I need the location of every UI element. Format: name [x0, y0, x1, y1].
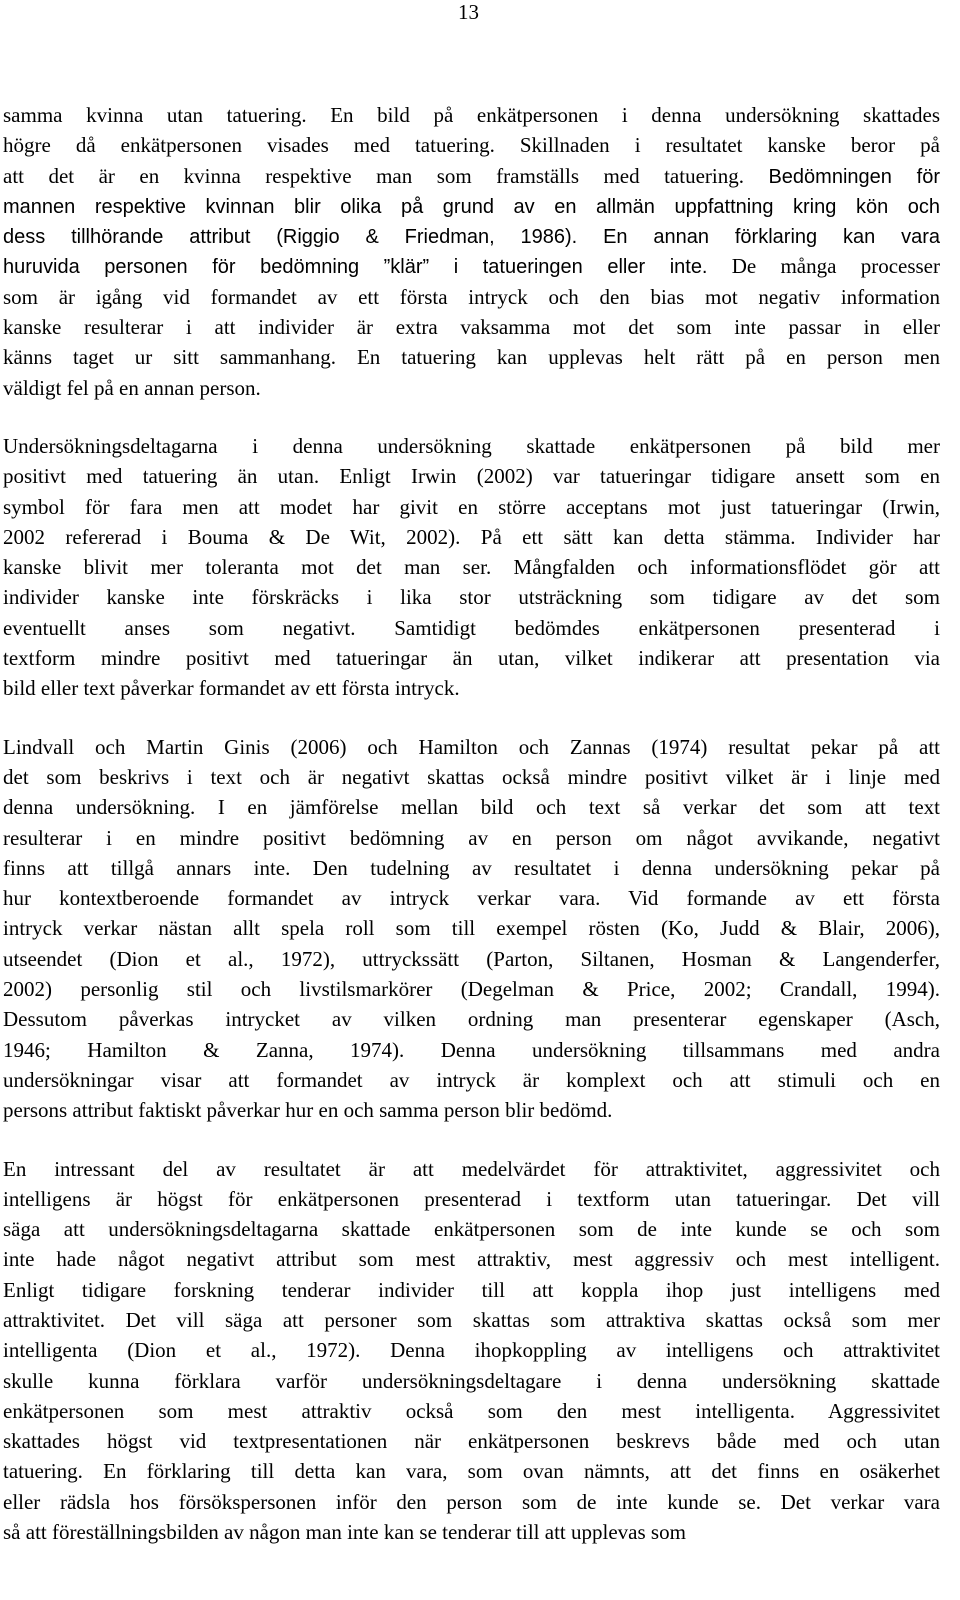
text-segment: bild eller text påverkar formandet av ett första intryck.: [3, 676, 460, 701]
text-line: [3, 1456, 940, 1486]
text-line: [3, 613, 940, 643]
text-line: [3, 1035, 940, 1065]
text-segment: intelligenta (Dion et al., 1972). Denna ihopkoppling av intelligens och attraktivitet: [3, 1338, 940, 1363]
text-segment: känns taget ur sitt sammanhang. En tatuering kan upplevas helt rätt på en person men: [3, 345, 940, 370]
text-line: [3, 100, 940, 130]
text-line: [3, 1065, 940, 1095]
text-segment: dess tillhörande attribut (Riggio & Friedman, 1986).: [3, 226, 578, 249]
text-line: [3, 1366, 940, 1396]
text-line: [3, 944, 940, 974]
text-segment: kanske blivit mer toleranta mot det man ser. Mångfalden och informationsflödet gör att: [3, 555, 940, 580]
text-segment: eventuellt anses som negativt. Samtidigt bedömdes enkätpersonen presenterad i: [3, 615, 940, 640]
text-line: [3, 1305, 940, 1335]
text-segment: så att föreställningsbilden av någon man inte kan se tenderar till att upplevas som: [3, 1520, 686, 1545]
text-line: [3, 522, 940, 552]
text-line: [3, 1154, 940, 1184]
text-line: [3, 342, 940, 372]
text-line: [3, 1004, 940, 1034]
text-line: [3, 582, 940, 612]
text-segment: 1946; Hamilton & Zanna, 1974). Denna undersökning tillsammans med andra: [3, 1037, 940, 1062]
text-segment: 2002 refererad i Bouma & De Wit, 2002). På ett sätt kan detta stämma. Individer har: [3, 524, 940, 549]
text-line: [3, 673, 940, 703]
document-body: [3, 100, 940, 1575]
text-segment: Bedömningen för: [768, 165, 940, 188]
text-segment: det som beskrivs i text och är negativt skattas också mindre positivt vilket är i linje med: [3, 764, 940, 789]
text-segment: skulle kunna förklara varför undersökningsdeltagare i denna undersökning skattade: [3, 1368, 940, 1393]
text-line: [3, 823, 940, 853]
text-segment: textform mindre positivt med tatueringar än utan, vilket indikerar att presentation via: [3, 646, 940, 671]
text-line: [3, 221, 940, 251]
text-segment: Lindvall och Martin Ginis (2006) och Hamilton och Zannas (1974) resultat pekar på att: [3, 734, 940, 759]
text-line: [3, 552, 940, 582]
text-segment: symbol för fara men att modet har givit en större acceptans mot just tatueringar (Irwin,: [3, 494, 940, 519]
text-segment: högre då enkätpersonen visades med tatuering. Skillnaden i resultatet kanske beror på: [3, 133, 940, 158]
text-segment: persons attribut faktiskt påverkar hur en och samma person blir bedömd.: [3, 1098, 613, 1123]
paragraph: [3, 100, 940, 403]
text-line: [3, 1275, 940, 1305]
text-line: [3, 282, 940, 312]
text-line: [3, 1184, 940, 1214]
text-segment: mannen respektive kvinnan blir olika på grund av en allmän uppfattning kring kön och: [3, 195, 940, 218]
text-segment: som är igång vid formandet av ett första intryck och den bias mot negativ information: [3, 284, 940, 309]
text-segment: 2002) personlig stil och livstilsmarkörer (Degelman & Price, 2002; Crandall, 1994).: [3, 977, 940, 1002]
text-segment: tatuering. En förklaring till detta kan vara, som ovan nämnts, att det finns en osäkerhet: [3, 1459, 940, 1484]
text-line: [3, 191, 940, 221]
text-segment: skattades högst vid textpresentationen när enkätpersonen beskrevs både med och utan: [3, 1429, 940, 1454]
text-line: [3, 883, 940, 913]
text-segment: utseendet (Dion et al., 1972), uttryckssätt (Parton, Siltanen, Hosman & Langenderfer,: [3, 946, 940, 971]
text-segment: undersökningar visar att formandet av intryck är komplext och att stimuli och en: [3, 1067, 940, 1092]
text-line: [3, 732, 940, 762]
text-line: [3, 762, 940, 792]
text-segment: intelligens är högst för enkätpersonen presenterad i textform utan tatueringar. Det vill: [3, 1186, 940, 1211]
text-line: [3, 792, 940, 822]
text-line: [3, 913, 940, 943]
text-line: [3, 1095, 940, 1125]
text-segment: resulterar i en mindre positivt bedömning av en person om något avvikande, negativt: [3, 825, 940, 850]
text-line: [3, 974, 940, 1004]
text-segment: eller rädsla hos försökspersonen inför den person som de inte kunde se. Det verkar vara: [3, 1489, 940, 1514]
text-segment: finns att tillgå annars inte. Den tudelning av resultatet i denna undersökning pekar på: [3, 855, 940, 880]
text-line: [3, 1426, 940, 1456]
text-segment: denna undersökning. I en jämförelse mellan bild och text så verkar det som att text: [3, 795, 940, 820]
text-line: [3, 251, 940, 281]
text-line: [3, 1517, 940, 1547]
text-segment: inte hade något negativt attribut som mest attraktiv, mest aggressiv och mest intelligent.: [3, 1247, 940, 1272]
text-segment: En annan förklaring kan vara: [577, 226, 940, 249]
text-line: [3, 312, 940, 342]
text-line: [3, 1244, 940, 1274]
text-segment: En intressant del av resultatet är att medelvärdet för attraktivitet, aggressivitet och: [3, 1156, 940, 1181]
paragraph: [3, 431, 940, 704]
text-segment: huruvida personen för bedömning ”klär” i tatueringen eller inte.: [3, 256, 708, 279]
page-number: 13: [458, 0, 479, 24]
text-line: [3, 1214, 940, 1244]
paragraph: [3, 1154, 940, 1548]
text-segment: Dessutom påverkas intrycket av vilken ordning man presenterar egenskaper (Asch,: [3, 1007, 940, 1032]
text-line: [3, 1396, 940, 1426]
text-line: [3, 853, 940, 883]
text-line: [3, 431, 940, 461]
text-segment: attraktivitet. Det vill säga att personer som skattas som attraktiva skattas också som mer: [3, 1307, 940, 1332]
paragraph: [3, 732, 940, 1126]
text-line: [3, 373, 940, 403]
text-line: [3, 1335, 940, 1365]
text-segment: Undersökningsdeltagarna i denna undersökning skattade enkätpersonen på bild mer: [3, 433, 940, 458]
text-line: [3, 461, 940, 491]
text-line: [3, 492, 940, 522]
text-segment: Enligt tidigare forskning tenderar individer till att koppla ihop just intelligens med: [3, 1277, 940, 1302]
text-segment: väldigt fel på en annan person.: [3, 375, 261, 400]
text-line: [3, 161, 940, 191]
text-segment: intryck verkar nästan allt spela roll som till exempel rösten (Ko, Judd & Blair, 2006),: [3, 916, 940, 941]
text-segment: kanske resulterar i att individer är extra vaksamma mot det som inte passar in eller: [3, 315, 940, 340]
text-segment: positivt med tatuering än utan. Enligt Irwin (2002) var tatueringar tidigare ansett som en: [3, 464, 940, 489]
text-line: [3, 643, 940, 673]
text-segment: att det är en kvinna respektive man som framställs med tatuering.: [3, 163, 769, 188]
text-segment: De många processer: [707, 254, 940, 279]
text-segment: individer kanske inte förskräcks i lika stor utsträckning som tidigare av det som: [3, 585, 940, 610]
text-segment: samma kvinna utan tatuering. En bild på enkätpersonen i denna undersökning skattades: [3, 103, 940, 127]
text-segment: säga att undersökningsdeltagarna skattade enkätpersonen som de inte kunde se och som: [3, 1217, 940, 1242]
text-line: [3, 130, 940, 160]
text-segment: hur kontextberoende formandet av intryck verkar vara. Vid formande av ett första: [3, 886, 940, 911]
text-line: [3, 1487, 940, 1517]
text-segment: enkätpersonen som mest attraktiv också som den mest intelligenta. Aggressivitet: [3, 1398, 940, 1423]
